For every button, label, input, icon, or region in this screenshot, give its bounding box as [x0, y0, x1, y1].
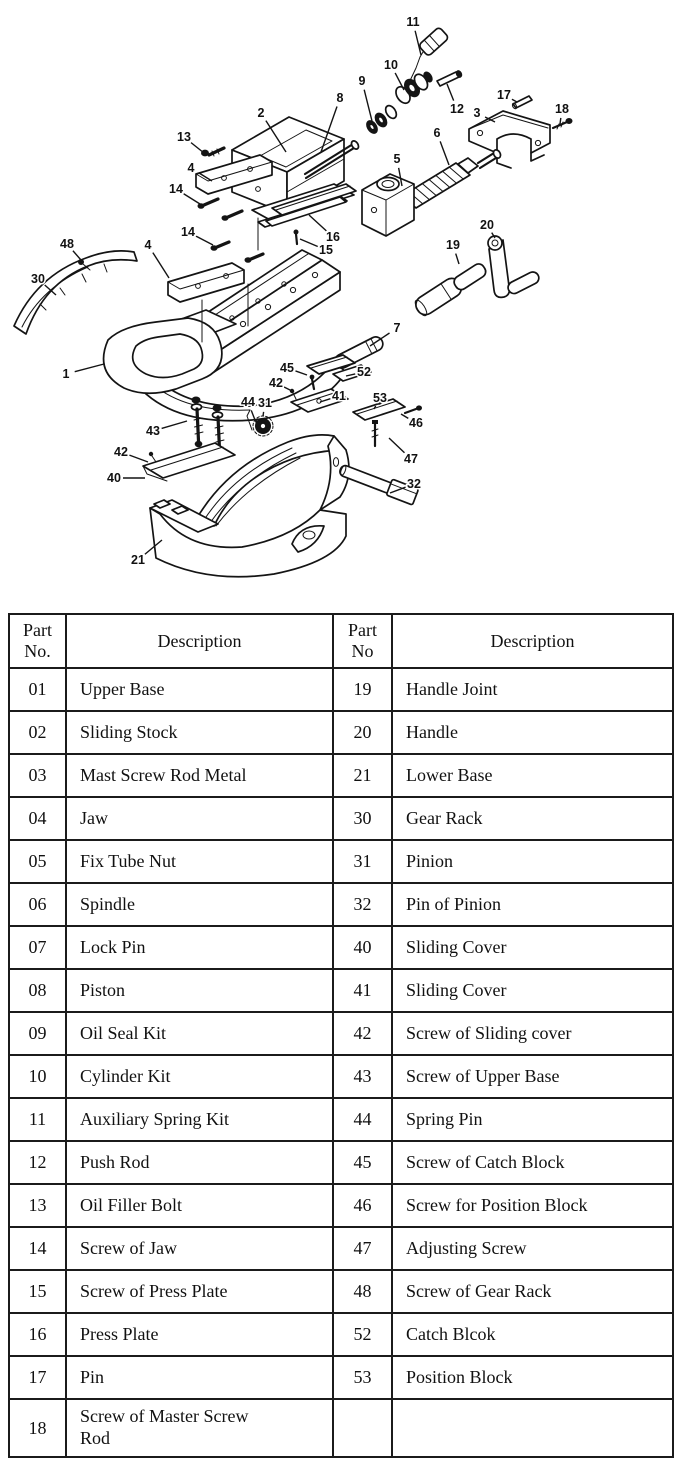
callout-48: 48: [60, 237, 74, 251]
part-no-cell: [333, 1270, 392, 1313]
callout-7: 7: [393, 321, 401, 335]
part-no-cell: [9, 926, 66, 969]
description-cell: [392, 1141, 673, 1184]
part-no-cell-text: 05: [28, 851, 47, 871]
part-no-cell-text: 15: [28, 1281, 47, 1301]
callout-42: 42: [114, 445, 128, 459]
description-cell: [66, 754, 333, 797]
callout-40: 40: [107, 471, 121, 485]
leader-line: [447, 84, 454, 101]
part-handle: [488, 236, 541, 297]
description-cell-text: Oil Filler Bolt: [80, 1194, 183, 1215]
header-description-right: Description: [392, 614, 673, 668]
part-no-cell-text: 41: [353, 980, 372, 1000]
part-no-cell-text: 07: [28, 937, 47, 957]
callout-31: 31: [258, 396, 272, 410]
description-cell-text: Mast Screw Rod Metal: [80, 764, 247, 785]
header-part-no-right-line2: No: [351, 641, 374, 661]
part-no-cell-text: 01: [28, 679, 47, 699]
part-no-cell: [9, 668, 66, 711]
description-cell-text: Spindle: [80, 893, 136, 914]
description-cell-text: Pin of Pinion: [406, 893, 502, 914]
description-cell-text: Jaw: [80, 807, 108, 828]
description-cell-text: Lock Pin: [80, 936, 146, 957]
description-cell: [66, 1184, 333, 1227]
description-cell: [392, 668, 673, 711]
callout-32: 32: [407, 477, 421, 491]
part-no-cell: [333, 1227, 392, 1270]
part-no-cell-text: 30: [353, 808, 372, 828]
table-row: [9, 1313, 673, 1356]
description-cell-text: Adjusting Screw: [406, 1237, 527, 1258]
description-cell-text: Screw of Gear Rack: [406, 1280, 552, 1301]
description-cell: [392, 797, 673, 840]
part-no-cell-text: 18: [28, 1417, 47, 1438]
part-no-cell-text: 45: [353, 1152, 372, 1172]
callout-14: 14: [169, 182, 183, 196]
table-row: [9, 1227, 673, 1270]
description-cell-text: Position Block: [406, 1366, 513, 1387]
description-cell-text: Press Plate: [80, 1323, 159, 1344]
part-no-cell: [9, 711, 66, 754]
table-row: [9, 1356, 673, 1399]
description-cell: [392, 926, 673, 969]
description-cell: [66, 1313, 333, 1356]
part-handle-joint: [412, 259, 489, 318]
description-cell-text: Fix Tube Nut: [80, 850, 177, 871]
part-no-cell-text: 46: [353, 1195, 372, 1215]
part-no-cell-text: 14: [28, 1238, 47, 1258]
part-no-cell: [333, 1356, 392, 1399]
description-cell-text: Sliding Cover: [406, 936, 507, 957]
description-cell-text: Push Rod: [80, 1151, 150, 1172]
description-cell: [392, 1055, 673, 1098]
part-no-cell: [9, 883, 66, 926]
part-fix-tube-nut: [362, 174, 414, 236]
part-no-cell: [333, 1141, 392, 1184]
table-row: [9, 711, 673, 754]
table-row: [9, 1012, 673, 1055]
leader-line: [196, 236, 213, 245]
description-cell: [66, 1012, 333, 1055]
part-no-cell: [333, 969, 392, 1012]
callout-52: 52: [357, 365, 371, 379]
part-no-cell: [333, 840, 392, 883]
callout-4: 4: [144, 238, 152, 252]
callout-21: 21: [131, 553, 145, 567]
part-no-cell-text: 06: [28, 894, 47, 914]
part-no-cell-text: 53: [353, 1367, 372, 1387]
leader-line: [389, 438, 404, 453]
part-no-cell-text: 48: [353, 1281, 372, 1301]
description-cell-text: Handle: [406, 721, 458, 742]
part-no-cell-text: 16: [28, 1324, 47, 1344]
leader-line: [295, 371, 307, 375]
description-cell: [392, 711, 673, 754]
callout-3: 3: [473, 106, 481, 120]
part-oil-filler-bolt: [201, 148, 224, 156]
callout-8: 8: [336, 91, 344, 105]
description-cell-text: Screw of Catch Block: [406, 1151, 565, 1172]
callout-19: 19: [446, 238, 460, 252]
description-cell-text: Lower Base: [406, 764, 493, 785]
description-cell-text: Gear Rack: [406, 807, 483, 828]
callout-17: 17: [497, 88, 511, 102]
description-cell-text: Pinion: [406, 850, 454, 871]
parts-table-body: [9, 668, 673, 1457]
table-row: [9, 840, 673, 883]
description-cell: [66, 1055, 333, 1098]
part-no-cell: [9, 1141, 66, 1184]
callout-6: 6: [433, 126, 441, 140]
part-auxiliary-spring-kit: [418, 27, 449, 57]
description-cell: [392, 1399, 673, 1457]
table-row: [9, 797, 673, 840]
table-row: [9, 969, 673, 1012]
table-row: [9, 1184, 673, 1227]
header-part-no-right-line1: Part: [348, 620, 377, 641]
header-part-no-left-line1: Part: [23, 620, 52, 641]
part-no-cell: [9, 1012, 66, 1055]
callout-1: 1: [62, 367, 70, 381]
part-no-cell-text: 31: [353, 851, 372, 871]
callout-44: 44: [241, 395, 255, 409]
description-cell: [66, 1270, 333, 1313]
callout-42: 42: [269, 376, 283, 390]
description-cell: [392, 1270, 673, 1313]
part-no-cell: [9, 840, 66, 883]
callout-16: 16: [326, 230, 340, 244]
part-no-cell: [333, 1098, 392, 1141]
part-no-cell-text: 42: [353, 1023, 372, 1043]
part-no-cell: [9, 1055, 66, 1098]
callout-12: 12: [450, 102, 464, 116]
description-cell: [66, 883, 333, 926]
description-cell-text: Piston: [80, 979, 126, 1000]
part-no-cell: [9, 969, 66, 1012]
callout-45: 45: [280, 361, 294, 375]
description-cell: [66, 668, 333, 711]
description-cell-text: Auxiliary Spring Kit: [80, 1108, 229, 1129]
callout-2: 2: [257, 106, 265, 120]
description-cell-text: Oil Seal Kit: [80, 1022, 166, 1043]
description-cell: [392, 754, 673, 797]
part-no-cell: [9, 1270, 66, 1313]
exploded-diagram-svg: [0, 0, 676, 608]
description-cell: [392, 1356, 673, 1399]
part-no-cell-text: 20: [353, 722, 372, 742]
description-cell: [392, 883, 673, 926]
part-push-rod: [437, 69, 464, 86]
part-no-cell-text: 02: [28, 722, 47, 742]
table-row: [9, 754, 673, 797]
callout-14: 14: [181, 225, 195, 239]
description-cell: [66, 1141, 333, 1184]
part-no-cell-text: 21: [353, 765, 372, 785]
callout-43: 43: [146, 424, 160, 438]
part-no-cell-text: 52: [353, 1324, 372, 1344]
part-no-cell-text: 11: [28, 1109, 47, 1129]
part-no-cell: [333, 754, 392, 797]
callout-46: 46: [409, 416, 423, 430]
part-no-cell-text: 40: [353, 937, 372, 957]
description-cell-text: Screw of Sliding cover: [406, 1022, 572, 1043]
part-sliding-cover-lower: [143, 443, 235, 481]
part-no-cell: [9, 1098, 66, 1141]
description-cell-text: Screw of Upper Base: [406, 1065, 560, 1086]
description-cell: [66, 1356, 333, 1399]
leader-line: [263, 412, 264, 416]
leader-line: [191, 143, 204, 153]
description-cell: [66, 1227, 333, 1270]
description-cell-text: Sliding Stock: [80, 721, 178, 742]
description-cell-text: Cylinder Kit: [80, 1065, 171, 1086]
part-no-cell-text: 47: [353, 1238, 372, 1258]
description-cell-text: Screw of Jaw: [80, 1237, 177, 1258]
part-no-cell: [333, 668, 392, 711]
part-no-cell: [333, 1399, 392, 1457]
part-no-cell: [333, 1313, 392, 1356]
part-no-cell-text: 43: [353, 1066, 372, 1086]
part-no-cell: [9, 1399, 66, 1457]
leader-line: [364, 90, 372, 121]
callout-41: 41: [332, 389, 346, 403]
leader-line: [456, 254, 459, 264]
description-cell: [392, 1012, 673, 1055]
description-cell-text: Screw of Master Screw Rod: [80, 1406, 249, 1448]
leader-line: [300, 239, 318, 246]
parts-table-header: [9, 614, 673, 668]
callout-18: 18: [555, 102, 569, 116]
header-part-no-left: [9, 614, 66, 668]
table-row: [9, 1270, 673, 1313]
description-cell: [392, 1098, 673, 1141]
table-row: [9, 1055, 673, 1098]
description-cell-text: Upper Base: [80, 678, 165, 699]
part-no-cell-text: 04: [28, 808, 47, 828]
header-part-no-left-line2: No.: [24, 641, 51, 661]
description-cell-text: Screw for Position Block: [406, 1194, 588, 1215]
callout-4: 4: [187, 161, 195, 175]
part-gear-rack: [14, 251, 137, 334]
description-cell-text: Catch Blcok: [406, 1323, 496, 1344]
description-cell: [66, 1399, 333, 1457]
leader-line: [184, 194, 200, 204]
part-no-cell: [333, 1012, 392, 1055]
callout-9: 9: [358, 74, 366, 88]
part-no-cell: [9, 797, 66, 840]
part-no-cell: [333, 797, 392, 840]
description-cell-text: Screw of Press Plate: [80, 1280, 228, 1301]
table-row: [9, 1141, 673, 1184]
part-no-cell-text: 09: [28, 1023, 47, 1043]
part-pin: [512, 96, 532, 109]
leader-line: [162, 421, 187, 428]
callout-11: 11: [406, 15, 420, 29]
table-row: [9, 883, 673, 926]
description-cell: [392, 1227, 673, 1270]
description-cell-text: Sliding Cover: [406, 979, 507, 1000]
leader-line: [129, 455, 148, 462]
description-cell: [392, 1313, 673, 1356]
leader-line: [560, 118, 561, 124]
callout-13: 13: [177, 130, 191, 144]
description-cell: [66, 1098, 333, 1141]
header-description-left: Description: [66, 614, 333, 668]
description-cell-text: Spring Pin: [406, 1108, 483, 1129]
callout-53: 53: [373, 391, 387, 405]
description-cell: [66, 711, 333, 754]
part-no-cell-text: 03: [28, 765, 47, 785]
leader-line: [73, 251, 81, 260]
part-no-cell-text: 13: [28, 1195, 47, 1215]
part-no-cell: [333, 1055, 392, 1098]
part-spindle: [402, 149, 502, 208]
exploded-diagram: [0, 0, 676, 608]
part-no-cell: [9, 1184, 66, 1227]
callout-47: 47: [404, 452, 418, 466]
description-cell: [392, 840, 673, 883]
part-no-cell-text: 08: [28, 980, 47, 1000]
leader-line: [440, 141, 449, 165]
description-cell: [392, 1184, 673, 1227]
table-row: [9, 668, 673, 711]
header-part-no-right: [333, 614, 392, 668]
description-cell-text: Pin: [80, 1366, 105, 1387]
part-no-cell: [9, 1356, 66, 1399]
parts-table: [8, 613, 674, 1458]
part-no-cell: [9, 1227, 66, 1270]
description-cell: [392, 969, 673, 1012]
leader-line: [512, 99, 517, 102]
callout-30: 30: [31, 272, 45, 286]
part-no-cell-text: 12: [28, 1152, 47, 1172]
callout-20: 20: [480, 218, 494, 232]
description-cell: [66, 926, 333, 969]
part-no-cell-text: 44: [353, 1109, 372, 1129]
part-no-cell: [333, 926, 392, 969]
part-no-cell: [333, 711, 392, 754]
callout-15: 15: [319, 243, 333, 257]
description-cell: [66, 969, 333, 1012]
table-row: [9, 1399, 673, 1457]
part-no-cell: [9, 754, 66, 797]
callout-5: 5: [393, 152, 401, 166]
leader-line: [309, 215, 326, 231]
part-no-cell: [333, 1184, 392, 1227]
description-cell: [66, 840, 333, 883]
part-screw-of-master-screw-rod: [553, 118, 573, 129]
description-cell-text: Handle Joint: [406, 678, 498, 699]
part-no-cell: [333, 883, 392, 926]
leader-line: [75, 364, 104, 372]
description-cell: [66, 797, 333, 840]
table-row: [9, 926, 673, 969]
part-no-cell-text: 19: [353, 679, 372, 699]
part-no-cell-text: 17: [28, 1367, 47, 1387]
leader-line: [153, 253, 169, 278]
table-row: [9, 1098, 673, 1141]
part-no-cell-text: 10: [28, 1066, 47, 1086]
callout-10: 10: [384, 58, 398, 72]
part-no-cell: [9, 1313, 66, 1356]
part-no-cell-text: 32: [353, 894, 372, 914]
leader-line: [401, 414, 408, 418]
part-mast-screw-rod-metal: [469, 111, 550, 168]
